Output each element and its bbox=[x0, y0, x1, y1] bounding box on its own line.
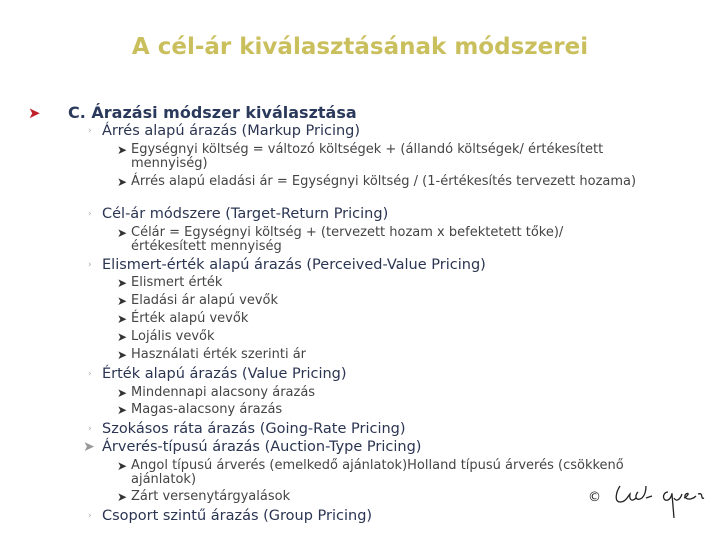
list-item bbox=[88, 508, 372, 524]
bullet-icon: › bbox=[88, 126, 92, 136]
sub-item bbox=[117, 403, 677, 417]
list-item bbox=[88, 366, 347, 382]
arrow-bullet-icon: ➤ bbox=[117, 175, 128, 189]
sub-item bbox=[117, 175, 677, 189]
sub-item-text: Egységnyi költség = változó költségek + (állandó költségek/ értékesített mennyiség) bbox=[131, 142, 604, 171]
arrow-bullet-icon: ➤ bbox=[117, 386, 128, 400]
sub-item-text: Elismert érték bbox=[131, 275, 223, 290]
sub-item bbox=[117, 294, 677, 308]
arrow-bullet-icon: ➤ bbox=[117, 294, 128, 308]
sub-item-text: Zárt versenytárgyalások bbox=[131, 489, 291, 504]
item-label: Árverés-típusú árazás (Auction-Type Pricing) bbox=[102, 439, 422, 455]
signature-icon bbox=[612, 478, 708, 522]
bullet-icon: › bbox=[88, 260, 92, 270]
item-label: Csoport szintű árazás (Group Pricing) bbox=[102, 508, 373, 524]
sub-item bbox=[117, 312, 677, 326]
item-label: Szokásos ráta árazás (Going-Rate Pricing) bbox=[102, 421, 406, 437]
arrow-bullet-icon: ➤ bbox=[117, 490, 128, 504]
arrow-bullet-icon: ➤ bbox=[117, 330, 128, 344]
signature bbox=[588, 478, 708, 522]
sub-item-text: Célár = Egységnyi költség + (tervezett hozam x befektetett tőke)/értékesített mennyiség bbox=[131, 225, 564, 254]
sub-item-text: Árrés alapú eladási ár = Egységnyi költség / (1-értékesítés tervezett hozama) bbox=[131, 174, 637, 189]
arrow-bullet-icon: ➤ bbox=[83, 439, 95, 455]
sub-item-text: Eladási ár alapú vevők bbox=[131, 293, 279, 308]
sub-item-text: Használati érték szerinti ár bbox=[131, 347, 307, 362]
item-label: Elismert-érték alapú árazás (Perceived-Value Pricing) bbox=[102, 257, 486, 273]
bullet-icon: › bbox=[88, 424, 92, 434]
bullet-icon: › bbox=[88, 209, 92, 219]
arrow-bullet-icon: ➤ bbox=[117, 226, 128, 240]
list-item bbox=[88, 257, 486, 273]
list-item bbox=[88, 206, 388, 222]
arrow-bullet-icon: ➤ bbox=[117, 143, 128, 157]
slide-title: A cél-ár kiválasztásának módszerei bbox=[131, 34, 589, 60]
arrow-bullet-icon: ➤ bbox=[117, 348, 128, 362]
arrow-bullet-icon: ➤ bbox=[117, 312, 128, 326]
item-label: Árrés alapú árazás (Markup Pricing) bbox=[102, 123, 361, 139]
copyright-symbol: © bbox=[588, 490, 601, 505]
sub-item bbox=[117, 226, 567, 254]
bullet-icon: › bbox=[88, 369, 92, 379]
sub-item-text: Érték alapú vevők bbox=[131, 311, 249, 326]
section-heading bbox=[28, 103, 357, 122]
sub-item bbox=[117, 143, 677, 171]
sub-item-text: Lojális vevők bbox=[131, 329, 215, 344]
list-item bbox=[83, 439, 422, 455]
sub-item bbox=[117, 386, 677, 400]
sub-item bbox=[117, 330, 677, 344]
arrow-bullet-icon: ➤ bbox=[117, 459, 128, 473]
list-item bbox=[88, 123, 360, 139]
sub-item-text: Mindennapi alacsony árazás bbox=[131, 385, 316, 400]
sub-item-text: Magas-alacsony árazás bbox=[131, 402, 283, 417]
item-label: Cél-ár módszere (Target-Return Pricing) bbox=[102, 206, 389, 222]
bullet-icon: › bbox=[88, 511, 92, 521]
heading-text: C. Árazási módszer kiválasztása bbox=[68, 103, 357, 122]
item-label: Érték alapú árazás (Value Pricing) bbox=[102, 366, 347, 382]
sub-item bbox=[117, 348, 677, 362]
arrow-bullet-icon: ➤ bbox=[28, 104, 41, 122]
list-item bbox=[88, 421, 406, 437]
arrow-bullet-icon: ➤ bbox=[117, 276, 128, 290]
arrow-bullet-icon: ➤ bbox=[117, 403, 128, 417]
sub-item bbox=[117, 276, 677, 290]
sub-item-text: Angol típusú árverés (emelkedő ajánlatok)Holland típusú árverés (csökkenő ajánlatok) bbox=[131, 458, 624, 487]
